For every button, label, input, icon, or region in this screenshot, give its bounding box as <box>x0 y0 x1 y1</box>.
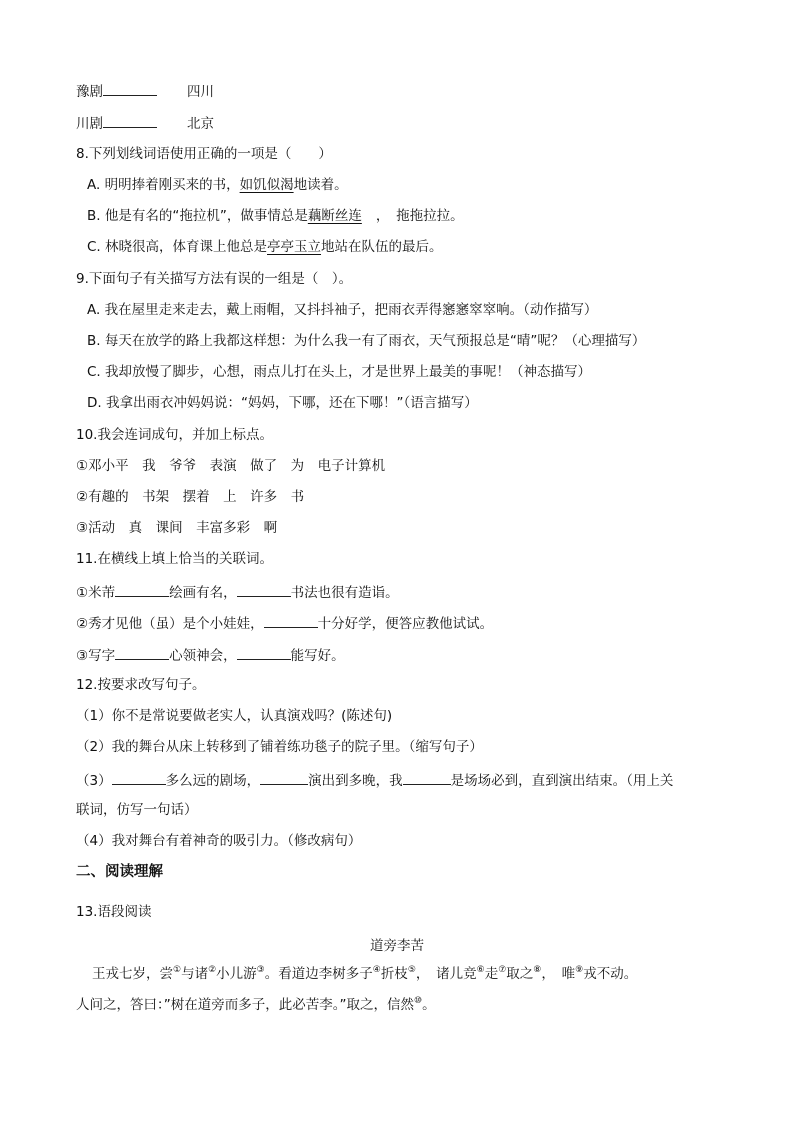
passage-text: 小儿游 <box>216 966 257 982</box>
passage-line-1 <box>92 965 637 983</box>
match-row-1 <box>76 81 214 101</box>
match-row-2 <box>76 113 214 133</box>
answer-blank[interactable] <box>112 770 166 785</box>
question-12-sentence-4: （4）我对舞台有着神奇的吸引力。（修改病句） <box>76 833 362 849</box>
match-left: 豫剧 <box>76 84 103 100</box>
question-12-stem: 12.按要求改写句子。 <box>76 677 206 693</box>
answer-blank[interactable] <box>103 81 157 96</box>
footnote-mark: ⑥ <box>476 965 485 975</box>
passage-line-2 <box>76 996 436 1014</box>
answer-blank[interactable] <box>260 770 308 785</box>
passage-text: 人问之，答曰：”树在道旁而多子，此必苦李。”取之，信然 <box>76 997 414 1013</box>
item-text: 十分好学，便答应教他试试。 <box>317 616 494 632</box>
question-11-item-1 <box>76 582 399 602</box>
underlined-phrase: 亭亭玉立 <box>267 239 322 255</box>
answer-blank[interactable] <box>237 645 291 660</box>
footnote-mark: ③ <box>256 965 265 975</box>
question-12-sentence-1: （1）你不是常说要做老实人，认真演戏吗？(陈述句) <box>76 708 393 724</box>
underlined-phrase: 如饥似渴 <box>239 177 294 193</box>
question-10-item: ①邓小平 我 爷爷 表演 做了 为 电子计算机 <box>76 458 386 474</box>
passage-text: 走 <box>484 966 499 982</box>
question-10-stem: 10.我会连词成句，并加上标点。 <box>76 427 273 443</box>
question-8-option-a <box>87 176 348 194</box>
passage-text: 戎不动。 <box>583 966 638 982</box>
footnote-mark: ⑨ <box>575 965 584 975</box>
item-text: ①米芾 <box>76 585 116 601</box>
item-text: 多么远的剧场， <box>165 773 261 789</box>
section-title: 二、阅读理解 <box>76 864 163 880</box>
item-text: 演出到多晚，我 <box>308 773 403 789</box>
passage-text: 取之 <box>506 966 534 982</box>
option-text: 地站在队伍的最后。 <box>321 239 443 255</box>
question-9-option-d: D. 我拿出雨衣冲妈妈说：“妈妈，下哪，还在下哪！”（语言描写） <box>87 395 478 411</box>
passage-title: 道旁李苦 <box>370 938 424 954</box>
footnote-mark: ② <box>208 965 217 975</box>
question-12-sentence-3 <box>76 770 673 790</box>
question-11-item-2 <box>76 613 493 633</box>
option-text: ， 拖拖拉拉。 <box>375 208 464 224</box>
question-8-option-c <box>87 238 443 256</box>
question-8-option-b <box>87 207 464 225</box>
question-8-stem: 8.下列划线词语使用正确的一项是（ ） <box>76 146 332 162</box>
question-9-option-b: B. 每天在放学的路上我都这样想：为什么我一有了雨衣，天气预报总是“晴”呢？（心理描写） <box>87 333 646 349</box>
item-text: 心领神会， <box>169 648 237 664</box>
footnote-mark: ⑦ <box>498 965 507 975</box>
passage-text: 。 <box>422 997 436 1013</box>
option-text: B. 他是有名的“拖拉机”，做事情总是 <box>87 208 308 224</box>
question-11-stem: 11.在横线上填上恰当的关联词。 <box>76 551 273 567</box>
answer-blank[interactable] <box>115 582 169 597</box>
item-text: 是场场必到，直到演出结束。（用上关 <box>450 773 674 789</box>
passage-text: ， 唯 <box>541 966 576 982</box>
underlined-phrase: 藕断丝连 <box>307 208 362 224</box>
option-text: C. 林晓很高，体育课上他总是 <box>87 239 268 255</box>
passage-text: ， 诸儿竞 <box>415 966 477 982</box>
answer-blank[interactable] <box>264 613 318 628</box>
answer-blank[interactable] <box>103 113 157 128</box>
question-9-option-a: A. 我在屋里走来走去，戴上雨帽，又抖抖袖子，把雨衣弄得窸窸窣窣响。（动作描写） <box>87 302 598 318</box>
passage-text: 。看道边李树多子 <box>264 966 373 982</box>
match-right: 四川 <box>187 84 214 100</box>
question-9-option-c: C. 我却放慢了脚步，心想，雨点儿打在头上，才是世界上最美的事呢！（神态描写） <box>87 364 592 380</box>
question-12-sentence-2: （2）我的舞台从床上转移到了铺着练功毯子的院子里。（缩写句子） <box>76 739 483 755</box>
item-text: （3） <box>76 773 112 789</box>
footnote-mark: ① <box>173 965 182 975</box>
item-text: 能写好。 <box>290 648 345 664</box>
option-text: 地读着。 <box>293 177 348 193</box>
item-text: ②秀才见他（虽）是个小娃娃， <box>76 616 264 632</box>
passage-text: 王戎七岁，尝 <box>92 966 173 982</box>
answer-blank[interactable] <box>237 582 291 597</box>
question-13-stem: 13.语段阅读 <box>76 904 152 920</box>
match-right: 北京 <box>187 116 214 132</box>
answer-blank[interactable] <box>115 645 169 660</box>
item-text: 书法也很有造诣。 <box>290 585 399 601</box>
question-10-item: ③活动 真 课间 丰富多彩 啊 <box>76 520 278 536</box>
question-12-sentence-3-cont: 联词，仿写一句话） <box>76 802 198 818</box>
footnote-mark: ⑧ <box>533 965 542 975</box>
passage-text: 折枝 <box>380 966 408 982</box>
passage-text: 与诸 <box>181 966 209 982</box>
question-11-item-3 <box>76 645 345 665</box>
footnote-mark: ⑩ <box>414 996 423 1006</box>
option-text: A. 明明捧着刚买来的书， <box>87 177 240 193</box>
item-text: 绘画有名， <box>169 585 237 601</box>
match-left: 川剧 <box>76 116 103 132</box>
footnote-mark: ④ <box>372 965 381 975</box>
question-10-item: ②有趣的 书架 摆着 上 许多 书 <box>76 489 305 505</box>
footnote-mark: ⑤ <box>407 965 416 975</box>
item-text: ③写字 <box>76 648 116 664</box>
question-9-stem: 9.下面句子有关描写方法有误的一组是（ ）。 <box>76 271 353 287</box>
answer-blank[interactable] <box>403 770 451 785</box>
